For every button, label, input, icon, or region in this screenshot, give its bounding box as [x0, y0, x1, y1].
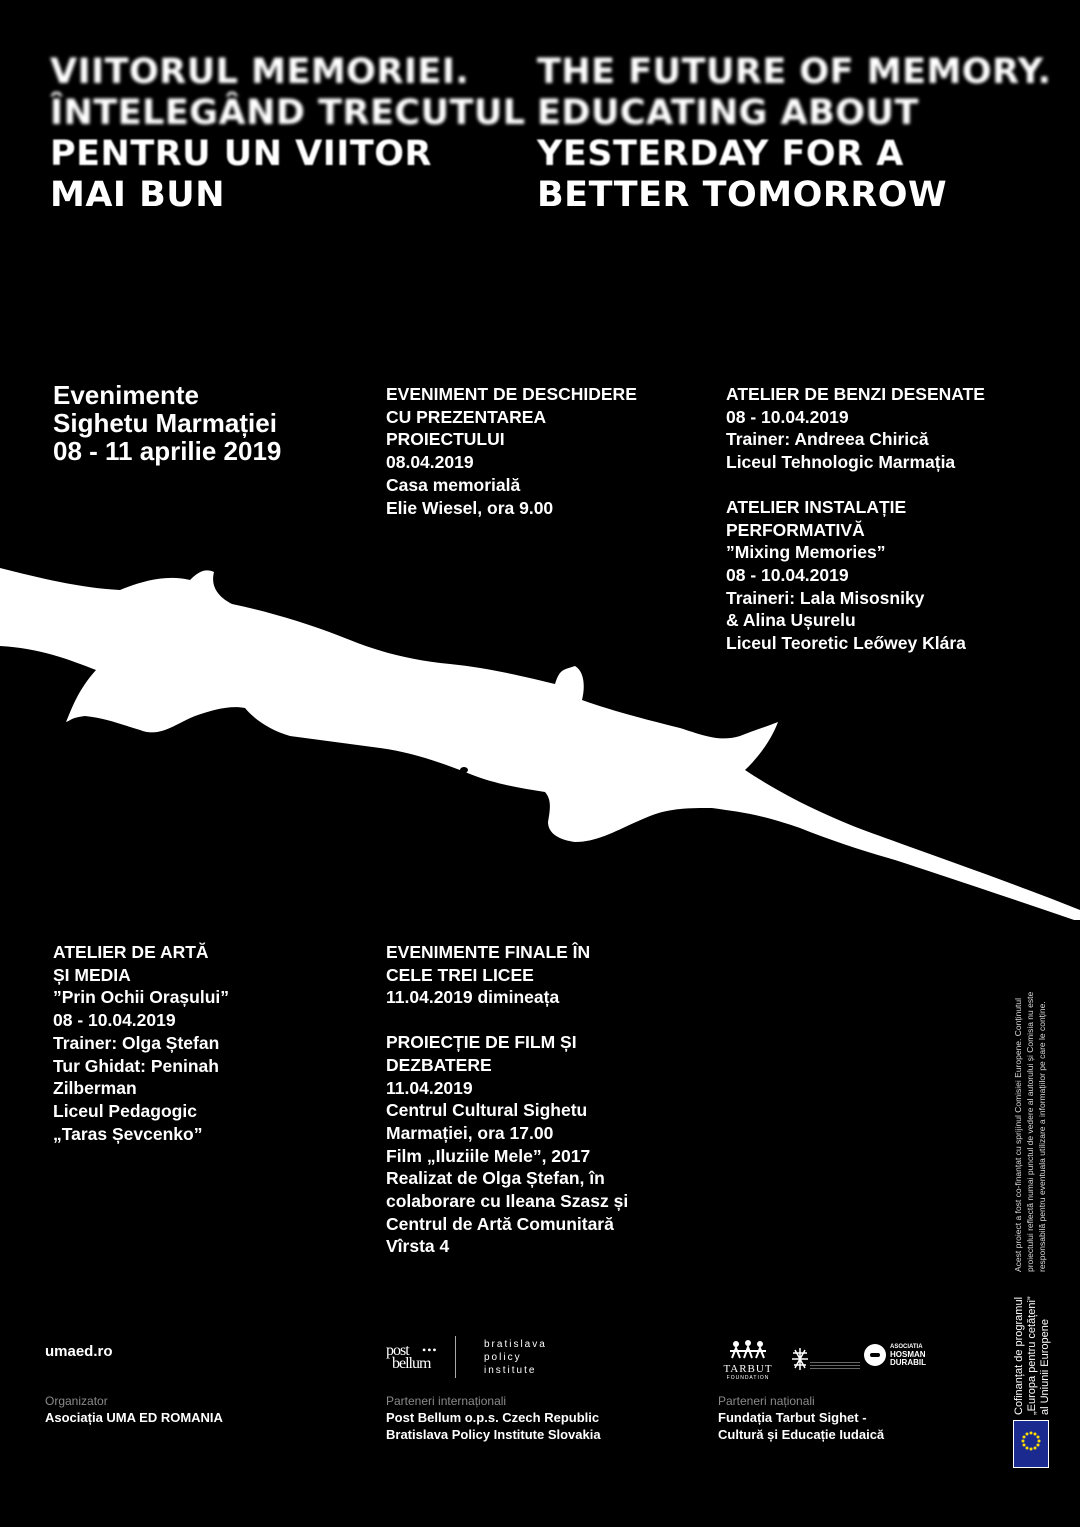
opening-line: PROIECTULUI [386, 429, 505, 450]
title-en-line-2: EDUCATING ABOUT [537, 93, 919, 133]
film-line: Realizat de Olga Ștefan, în [386, 1168, 605, 1189]
intro-line-3: 08 - 11 aprilie 2019 [53, 436, 282, 466]
sighet-emblem-icon [790, 1347, 810, 1375]
national-partners [718, 1393, 884, 1443]
website[interactable]: umaed.ro [45, 1343, 113, 1360]
final-events [386, 941, 628, 1258]
installation-line: ATELIER INSTALAȚIE [726, 496, 907, 517]
comics-line: 08 - 10.04.2019 [726, 406, 849, 427]
title-en-line-4: BETTER TOMORROW [537, 175, 948, 215]
art-line: ATELIER DE ARTĂ [53, 942, 209, 962]
eu-funding-text [1013, 1293, 1052, 1415]
final-line: 11.04.2019 dimineața [386, 987, 560, 1008]
international-partner: Bratislava Policy Institute Slovakia [386, 1427, 601, 1442]
comics-line: Liceul Tehnologic Marmația [726, 452, 956, 473]
sighet-emblem-caption [810, 1360, 860, 1370]
events-intro [53, 381, 281, 465]
film-line: 11.04.2019 [386, 1077, 473, 1098]
film-line: Centrul Cultural Sighetu [386, 1100, 588, 1121]
installation-line: PERFORMATIVĂ [726, 519, 865, 540]
barbed-wire-graphic [0, 560, 1080, 920]
opening-line: CU PREZENTAREA [386, 406, 547, 427]
disclaimer-line: proiectului reflectă numai punctul de vedere al autorului și Comisia nu este [1025, 991, 1035, 1272]
bratislava-logo-text: institute [484, 1365, 537, 1376]
title-en-line-3: YESTERDAY FOR A [537, 134, 904, 174]
art-line: Trainer: Olga Ștefan [53, 1032, 220, 1053]
logo-divider [455, 1336, 456, 1378]
disclaimer-line: Acest proiect a fost co-finanțat cu sprijinul Comisiei Europene. Conținutul [1013, 997, 1023, 1272]
art-line: ȘI MEDIA [53, 964, 131, 985]
eu-funding-line: „Europa pentru cetățeni” [1026, 1296, 1038, 1415]
bratislava-logo-text: policy [484, 1352, 522, 1363]
organizer [45, 1393, 223, 1426]
film-line: PROIECȚIE DE FILM ȘI [386, 1032, 577, 1053]
title-en-line-1: THE FUTURE OF MEMORY. [537, 52, 1052, 92]
hosman-circle-icon [864, 1344, 886, 1366]
opening-line: 08.04.2019 [386, 452, 474, 473]
final-line: EVENIMENTE FINALE ÎN [386, 942, 591, 962]
organizer-label: Organizator [45, 1394, 108, 1408]
title-en [537, 52, 1051, 216]
art-line: Liceul Pedagogic [53, 1100, 197, 1121]
bratislava-logo-text: bratislava [484, 1339, 547, 1350]
installation-line: 08 - 10.04.2019 [726, 564, 849, 585]
tarbut-sub: FOUNDATION [726, 1375, 770, 1381]
eu-flag-icon [1013, 1420, 1049, 1468]
opening-line: Elie Wiesel, ora 9.00 [386, 497, 554, 518]
disclaimer-line: responsabilă pentru eventuala utilizare a informațiilor pe care le conține. [1037, 1001, 1047, 1272]
dots-icon: ••• [422, 1343, 438, 1357]
title-ro [50, 52, 526, 216]
eu-funding-line: Cofinanțat de programul [1013, 1296, 1025, 1415]
hosman-text: ASOCIATIA [890, 1344, 923, 1350]
tarbut-logo [716, 1340, 780, 1381]
international-partners [386, 1393, 601, 1443]
film-line: Marmației, ora 17.00 [386, 1122, 554, 1143]
art-line: ”Prin Ochii Orașului” [53, 987, 230, 1008]
title-ro-line-4: MAI BUN [50, 175, 226, 215]
art-line: „Taras Șevcenko” [53, 1123, 203, 1144]
film-line: Centrul de Artă Comunitară [386, 1213, 614, 1234]
hosman-logo [864, 1343, 926, 1367]
opening-event [386, 383, 637, 519]
film-line: Vîrsta 4 [386, 1236, 450, 1257]
international-partner: Post Bellum o.p.s. Czech Republic [386, 1410, 600, 1425]
national-label: Parteneri naționali [718, 1394, 815, 1408]
hosman-text: HOSMAN [890, 1350, 926, 1359]
film-line: Film „Iluziile Mele”, 2017 [386, 1145, 591, 1166]
national-partner: Cultură și Educație Iudaică [718, 1427, 885, 1442]
film-line: DEZBATERE [386, 1054, 492, 1075]
title-ro-line-3: PENTRU UN VIITOR [50, 134, 432, 174]
installation-line: & Alina Ușurelu [726, 610, 856, 631]
art-line: Zilberman [53, 1078, 137, 1099]
title-ro-line-1: VIITORUL MEMORIEI. [50, 52, 470, 92]
installation-line: Traineri: Lala Misosniky [726, 587, 925, 608]
hosman-text: DURABIL [890, 1358, 926, 1367]
opening-line: Casa memorială [386, 474, 521, 495]
eu-funding-line: al Uniunii Europene [1039, 1318, 1051, 1415]
post-bellum-logo [386, 1342, 438, 1372]
film-line: colaborare cu Ileana Szasz și [386, 1191, 629, 1212]
art-workshop [53, 941, 229, 1145]
bratislava-logo [484, 1338, 547, 1377]
art-line: 08 - 10.04.2019 [53, 1010, 176, 1031]
installation-line: Liceul Teoretic Leőwey Klára [726, 633, 966, 654]
national-partner: Fundația Tarbut Sighet - [718, 1410, 867, 1425]
comics-line: ATELIER DE BENZI DESENATE [726, 384, 985, 404]
installation-line: ”Mixing Memories” [726, 542, 886, 563]
tarbut-figures-icon [728, 1340, 768, 1360]
post-bellum-logo-text: post [386, 1342, 409, 1359]
comics-line: Trainer: Andreea Chirică [726, 429, 929, 450]
organizer-name: Asociația UMA ED ROMANIA [45, 1410, 223, 1425]
tarbut-name: TARBUT [723, 1363, 773, 1375]
art-line: Tur Ghidat: Peninah [53, 1055, 219, 1076]
post-bellum-logo-text: bellum [392, 1355, 431, 1372]
intro-line-2: Sighetu Marmației [53, 408, 277, 438]
opening-line: EVENIMENT DE DESCHIDERE [386, 384, 637, 404]
final-line: CELE TREI LICEE [386, 964, 534, 985]
intro-line-1: Evenimente [53, 380, 199, 410]
title-ro-line-2: ÎNTELEGÂND TRECUTUL [50, 93, 526, 133]
international-label: Parteneri internaționali [386, 1394, 507, 1408]
eu-disclaimer [1012, 962, 1048, 1272]
